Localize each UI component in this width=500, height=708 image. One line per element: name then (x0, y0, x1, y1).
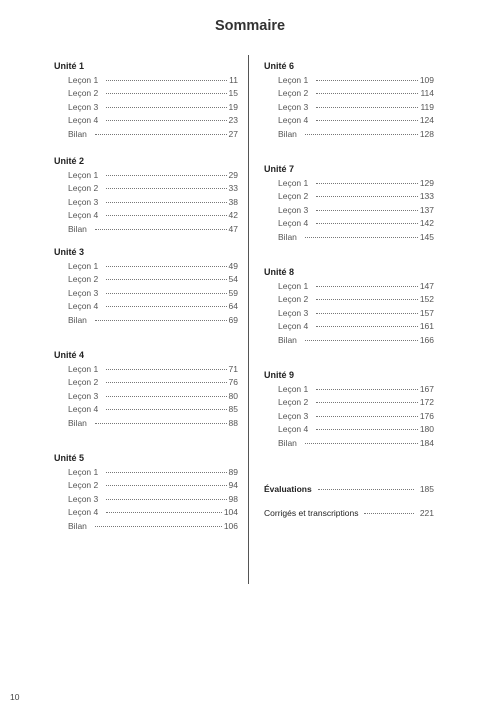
toc-entry-page: 133 (419, 191, 434, 201)
toc-entry (264, 334, 434, 348)
toc-entry (54, 114, 238, 128)
toc-entry-label: Leçon 1 (68, 260, 99, 271)
toc-entry-label: Bilan (68, 223, 87, 234)
toc-entry (54, 169, 238, 183)
toc-entry-page: 33 (228, 183, 238, 193)
toc-entry (54, 376, 238, 390)
dot-leader (316, 416, 418, 417)
unit-title: Unité 3 (54, 247, 85, 257)
toc-entry (54, 403, 238, 417)
dot-leader (106, 279, 226, 280)
toc-entry (54, 74, 238, 88)
toc-entry-page: 80 (228, 390, 238, 401)
dot-leader (106, 485, 226, 486)
toc-entry (54, 506, 238, 520)
toc-entry-page: 109 (419, 74, 434, 85)
toc-entry-label: Bilan (68, 128, 87, 139)
toc-entry-evaluations (264, 484, 434, 494)
toc-entry-page: 167 (419, 383, 434, 394)
dot-leader (316, 80, 418, 81)
unit-title: Unité 7 (264, 164, 295, 174)
toc-entry-label: Leçon 1 (68, 74, 99, 85)
toc-entry-page: 124 (419, 115, 434, 125)
toc-entry-page: 42 (228, 210, 238, 220)
toc-entry-page: 89 (228, 466, 238, 477)
toc-entry-page: 98 (228, 493, 238, 504)
toc-entry-page: 172 (419, 397, 434, 407)
toc-entry (54, 223, 238, 237)
dot-leader (364, 513, 413, 514)
toc-entry-label: Leçon 2 (68, 480, 99, 490)
dot-leader (106, 215, 226, 216)
toc-entry-page: 147 (419, 280, 434, 291)
toc-entry-page: 71 (228, 363, 238, 374)
toc-entry-label: Leçon 4 (278, 115, 309, 125)
toc-unit (264, 60, 434, 141)
toc-entry-page: 176 (419, 410, 434, 421)
toc-entry (264, 437, 434, 451)
toc-entry-label: Bilan (68, 417, 87, 428)
unit-title: Unité 2 (54, 156, 85, 166)
toc-entry-label: Leçon 1 (278, 383, 309, 394)
dot-leader (95, 320, 227, 321)
dot-leader (316, 326, 418, 327)
dot-leader (318, 489, 414, 490)
unit-title: Unité 5 (54, 453, 85, 463)
toc-entry (54, 101, 238, 115)
dot-leader (316, 93, 418, 94)
toc-entry-corriges (264, 508, 434, 518)
toc-entry-label: Bilan (278, 128, 297, 139)
toc-entry-page: 221 (419, 508, 434, 518)
toc-entry-page: 157 (419, 307, 434, 318)
dot-leader (106, 188, 226, 189)
toc-entry (264, 410, 434, 424)
toc-entry (54, 260, 238, 274)
toc-entry-label: Leçon 4 (278, 218, 309, 228)
toc-entry (264, 128, 434, 142)
toc-unit (54, 155, 238, 236)
toc-entry-label: Leçon 1 (68, 169, 99, 180)
toc-entry-page: 88 (228, 417, 238, 428)
toc-entry-label: Bilan (278, 437, 297, 448)
dot-leader (316, 389, 418, 390)
toc-entry-page: 19 (228, 101, 238, 112)
toc-entry (54, 182, 238, 196)
toc-entry-page: 119 (420, 101, 434, 112)
dot-leader (95, 229, 227, 230)
toc-entry-label: Bilan (68, 520, 87, 531)
toc-entry-label: Bilan (68, 314, 87, 325)
toc-entry-label: Leçon 3 (278, 410, 309, 421)
toc-entry (54, 363, 238, 377)
toc-unit (264, 163, 434, 244)
toc-entry-label: Leçon 3 (68, 196, 99, 207)
dot-leader (305, 340, 418, 341)
toc-entry-page: 129 (419, 177, 434, 188)
page-title: Sommaire (214, 18, 286, 34)
toc-entry (54, 479, 238, 493)
toc-entry-page: 69 (228, 314, 238, 325)
toc-entry-page: 142 (419, 218, 434, 228)
dot-leader (106, 409, 226, 410)
dot-leader (106, 120, 226, 121)
toc-entry (54, 287, 238, 301)
toc-entry-label: Leçon 3 (278, 307, 309, 318)
dot-leader (106, 175, 226, 176)
toc-entry (54, 417, 238, 431)
dot-leader (316, 299, 418, 300)
toc-entry-label: Leçon 2 (68, 183, 99, 193)
toc-unit (54, 349, 238, 430)
toc-entry-page: 47 (228, 223, 238, 234)
dot-leader (316, 120, 418, 121)
column-divider (248, 55, 249, 584)
toc-entry-page: 104 (223, 507, 238, 517)
dot-leader (106, 512, 222, 513)
dot-leader (106, 293, 226, 294)
toc-entry (264, 383, 434, 397)
toc-entry-label: Leçon 4 (278, 321, 309, 331)
toc-entry-page: 137 (419, 204, 434, 215)
dot-leader (316, 196, 418, 197)
toc-entry (264, 87, 434, 101)
dot-leader (106, 396, 226, 397)
dot-leader (106, 382, 226, 383)
toc-entry (264, 231, 434, 245)
dot-leader (106, 369, 226, 370)
toc-entry (264, 114, 434, 128)
dot-leader (106, 306, 226, 307)
toc-entry-page: 15 (228, 88, 238, 98)
toc-entry (54, 196, 238, 210)
toc-entry-page: 11 (229, 74, 238, 85)
toc-entry-page: 85 (228, 404, 238, 414)
toc-entry-label: Leçon 4 (68, 115, 99, 125)
toc-right-column (264, 60, 434, 450)
toc-entry-label: Bilan (278, 334, 297, 345)
toc-entry-label: Leçon 4 (68, 404, 99, 414)
dot-leader (316, 402, 418, 403)
toc-entry (54, 390, 238, 404)
toc-entry (54, 300, 238, 314)
toc-entry (264, 423, 434, 437)
toc-entry-page: 64 (228, 301, 238, 311)
unit-title: Unité 6 (264, 61, 295, 71)
toc-entry (264, 74, 434, 88)
unit-title: Unité 8 (264, 267, 295, 277)
dot-leader (316, 107, 418, 108)
toc-entry-label: Leçon 1 (68, 466, 99, 477)
toc-entry-page: 27 (228, 128, 238, 139)
toc-entry (54, 87, 238, 101)
toc-entry (264, 280, 434, 294)
toc-entry (54, 128, 238, 142)
toc-entry-label: Leçon 2 (278, 88, 309, 98)
dot-leader (316, 183, 418, 184)
dot-leader (106, 499, 226, 500)
toc-entry-page: 59 (228, 287, 238, 298)
toc-entry-label: Leçon 3 (68, 101, 99, 112)
dot-leader (95, 423, 227, 424)
toc-entry-page: 49 (228, 260, 238, 271)
toc-entry-page: 145 (419, 231, 434, 242)
toc-entry-label: Corrigés et transcriptions (264, 508, 359, 518)
toc-entry (264, 177, 434, 191)
toc-unit (54, 452, 238, 533)
toc-entry-label: Leçon 3 (278, 101, 309, 112)
toc-entry-label: Leçon 4 (278, 424, 309, 434)
toc-entry-label: Leçon 2 (68, 274, 99, 284)
toc-entry (264, 190, 434, 204)
dot-leader (316, 429, 418, 430)
dot-leader (106, 472, 226, 473)
dot-leader (305, 443, 418, 444)
toc-unit (54, 60, 238, 141)
toc-entry-page: 161 (419, 321, 434, 331)
toc-entry (264, 307, 434, 321)
dot-leader (305, 237, 418, 238)
toc-entry-label: Leçon 4 (68, 301, 99, 311)
toc-entry-label: Leçon 3 (278, 204, 309, 215)
toc-entry-page: 114 (420, 88, 434, 98)
dot-leader (106, 80, 227, 81)
toc-entry-label: Leçon 2 (278, 294, 309, 304)
toc-entry (264, 204, 434, 218)
dot-leader (316, 223, 418, 224)
toc-entry (54, 520, 238, 534)
toc-entry-label: Leçon 2 (278, 397, 309, 407)
dot-leader (106, 93, 226, 94)
toc-entry-page: 184 (419, 437, 434, 448)
toc-entry-page: 180 (419, 424, 434, 434)
dot-leader (95, 526, 222, 527)
toc-entry-page: 106 (223, 520, 238, 531)
toc-entry-label: Leçon 2 (278, 191, 309, 201)
toc-entry-page: 76 (228, 377, 238, 387)
toc-entry-page: 29 (228, 169, 238, 180)
dot-leader (106, 107, 226, 108)
toc-entry-label: Leçon 3 (68, 390, 99, 401)
toc-entry-label: Leçon 4 (68, 507, 99, 517)
toc-entry-page: 54 (228, 274, 238, 284)
toc-entry (54, 314, 238, 328)
unit-title: Unité 1 (54, 61, 85, 71)
toc-entry (54, 209, 238, 223)
toc-entry (264, 320, 434, 334)
toc-entry-label: Leçon 1 (278, 280, 309, 291)
dot-leader (106, 202, 226, 203)
toc-entry-label: Leçon 2 (68, 377, 99, 387)
toc-entry-page: 38 (228, 196, 238, 207)
toc-left-column (54, 60, 238, 533)
toc-entry-label: Évaluations (264, 484, 312, 494)
toc-entry-page: 94 (228, 480, 238, 490)
toc-unit (54, 246, 238, 327)
toc-entry (264, 293, 434, 307)
unit-title: Unité 9 (264, 370, 295, 380)
unit-title: Unité 4 (54, 350, 85, 360)
toc-entry-label: Leçon 2 (68, 88, 99, 98)
toc-entry-label: Leçon 3 (68, 493, 99, 504)
toc-entry (54, 273, 238, 287)
dot-leader (316, 313, 418, 314)
toc-unit (264, 266, 434, 347)
toc-entry (54, 493, 238, 507)
toc-entry (54, 466, 238, 480)
toc-entry-label: Leçon 4 (68, 210, 99, 220)
toc-entry-label: Bilan (278, 231, 297, 242)
dot-leader (95, 134, 227, 135)
dot-leader (305, 134, 418, 135)
toc-entry-label: Leçon 1 (278, 74, 309, 85)
toc-entry-page: 128 (419, 128, 434, 139)
toc-entry-label: Leçon 1 (68, 363, 99, 374)
dot-leader (316, 210, 418, 211)
toc-entry (264, 101, 434, 115)
dot-leader (316, 286, 418, 287)
toc-entry-label: Leçon 1 (278, 177, 309, 188)
toc-unit (264, 369, 434, 450)
toc-entry-page: 152 (419, 294, 434, 304)
toc-entry (264, 217, 434, 231)
toc-entry (264, 396, 434, 410)
toc-entry-page: 185 (419, 484, 434, 494)
toc-entry-page: 166 (419, 334, 434, 345)
dot-leader (106, 266, 226, 267)
toc-entry-page: 23 (228, 115, 238, 125)
page-number: 10 (10, 692, 20, 702)
toc-entry-label: Leçon 3 (68, 287, 99, 298)
